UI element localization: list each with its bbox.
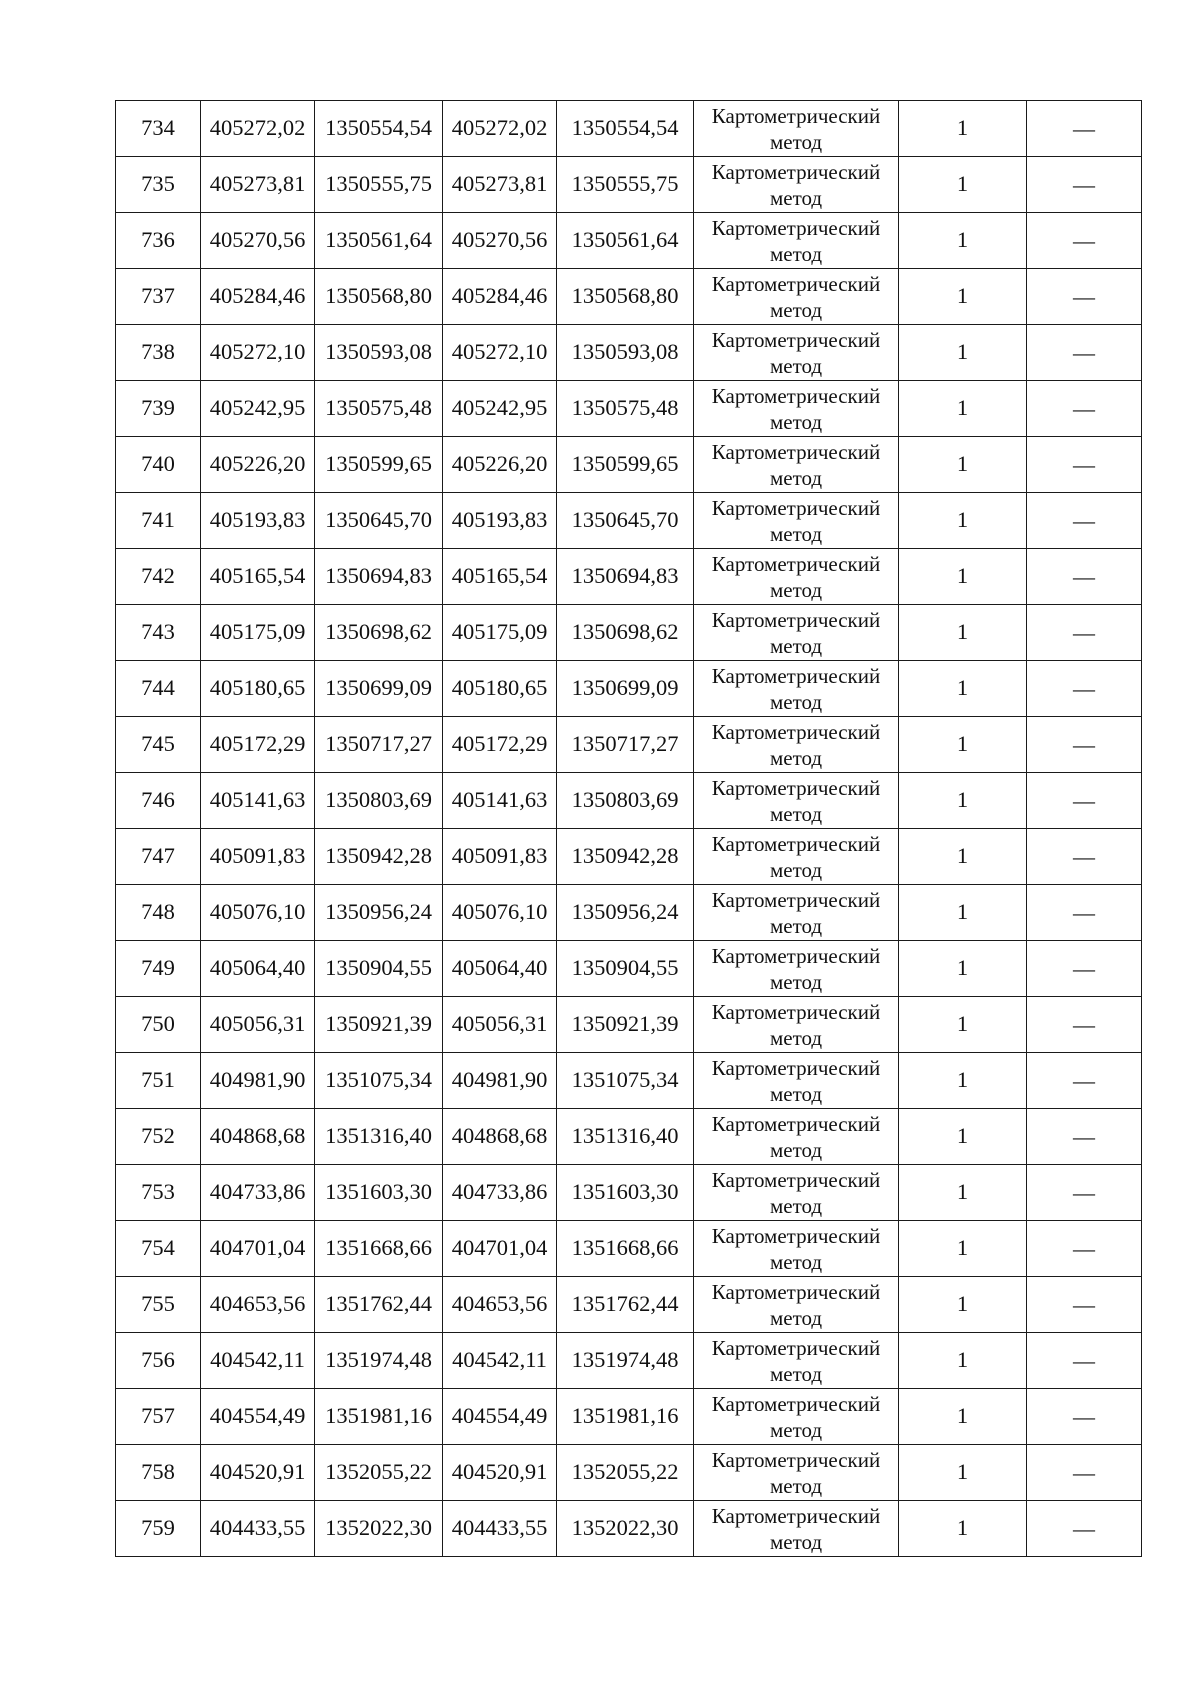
x-coordinate-cell: 405180,65 (201, 661, 315, 717)
method-line-2: метод (769, 1529, 823, 1554)
method-line-1: Картометрический (711, 159, 881, 184)
x-coordinate-repeat-cell: 405064,40 (443, 941, 557, 997)
y-coordinate-cell: 1350568,80 (315, 269, 443, 325)
y-coordinate-cell: 1350645,70 (315, 493, 443, 549)
y-coordinate-cell: 1351974,48 (315, 1333, 443, 1389)
method-cell (694, 885, 899, 941)
method-line-1: Картометрический (711, 1111, 881, 1136)
y-coordinate-repeat-cell: 1350593,08 (557, 325, 694, 381)
table-row (116, 829, 1142, 885)
method-line-1: Картометрический (711, 1279, 881, 1304)
x-coordinate-cell: 404542,11 (201, 1333, 315, 1389)
accuracy-cell: 1 (899, 1445, 1027, 1501)
table-row (116, 549, 1142, 605)
method-line-2: метод (769, 857, 823, 882)
y-coordinate-repeat-cell: 1350554,54 (557, 101, 694, 157)
method-line-2: метод (769, 297, 823, 322)
point-number-cell: 738 (116, 325, 201, 381)
method-line-2: метод (769, 1473, 823, 1498)
method-line-1: Картометрический (711, 1503, 881, 1528)
accuracy-cell: 1 (899, 493, 1027, 549)
x-coordinate-repeat-cell: 404542,11 (443, 1333, 557, 1389)
table-row (116, 717, 1142, 773)
y-coordinate-repeat-cell: 1351668,66 (557, 1221, 694, 1277)
table-row (116, 381, 1142, 437)
y-coordinate-cell: 1350956,24 (315, 885, 443, 941)
method-line-2: метод (769, 353, 823, 378)
table-row (116, 661, 1142, 717)
method-line-1: Картометрический (711, 1335, 881, 1360)
method-cell (694, 829, 899, 885)
method-cell (694, 549, 899, 605)
table-row (116, 605, 1142, 661)
x-coordinate-repeat-cell: 405270,56 (443, 213, 557, 269)
method-line-2: метод (769, 633, 823, 658)
note-cell: — (1027, 1221, 1142, 1277)
method-line-2: метод (769, 465, 823, 490)
y-coordinate-repeat-cell: 1350645,70 (557, 493, 694, 549)
table-row (116, 269, 1142, 325)
y-coordinate-cell: 1350555,75 (315, 157, 443, 213)
y-coordinate-repeat-cell: 1350694,83 (557, 549, 694, 605)
method-line-1: Картометрический (711, 999, 881, 1024)
note-cell: — (1027, 717, 1142, 773)
method-cell (694, 661, 899, 717)
accuracy-cell: 1 (899, 213, 1027, 269)
y-coordinate-repeat-cell: 1351762,44 (557, 1277, 694, 1333)
table-row (116, 325, 1142, 381)
method-cell (694, 605, 899, 661)
table-row (116, 1221, 1142, 1277)
x-coordinate-repeat-cell: 404981,90 (443, 1053, 557, 1109)
y-coordinate-cell: 1350554,54 (315, 101, 443, 157)
note-cell: — (1027, 325, 1142, 381)
point-number-cell: 752 (116, 1109, 201, 1165)
method-line-2: метод (769, 521, 823, 546)
note-cell: — (1027, 381, 1142, 437)
method-line-2: метод (769, 1417, 823, 1442)
y-coordinate-repeat-cell: 1350698,62 (557, 605, 694, 661)
y-coordinate-cell: 1350599,65 (315, 437, 443, 493)
x-coordinate-repeat-cell: 404868,68 (443, 1109, 557, 1165)
point-number-cell: 759 (116, 1501, 201, 1557)
x-coordinate-repeat-cell: 405172,29 (443, 717, 557, 773)
table-row (116, 1389, 1142, 1445)
accuracy-cell: 1 (899, 605, 1027, 661)
x-coordinate-repeat-cell: 404433,55 (443, 1501, 557, 1557)
note-cell: — (1027, 1445, 1142, 1501)
note-cell: — (1027, 1277, 1142, 1333)
method-cell (694, 1501, 899, 1557)
x-coordinate-cell: 405272,10 (201, 325, 315, 381)
method-line-2: метод (769, 1361, 823, 1386)
y-coordinate-cell: 1350575,48 (315, 381, 443, 437)
x-coordinate-cell: 405175,09 (201, 605, 315, 661)
method-line-1: Картометрический (711, 271, 881, 296)
table-row (116, 101, 1142, 157)
table-row (116, 157, 1142, 213)
accuracy-cell: 1 (899, 885, 1027, 941)
x-coordinate-repeat-cell: 404520,91 (443, 1445, 557, 1501)
x-coordinate-cell: 404733,86 (201, 1165, 315, 1221)
y-coordinate-repeat-cell: 1351075,34 (557, 1053, 694, 1109)
method-line-1: Картометрический (711, 495, 881, 520)
method-line-1: Картометрический (711, 943, 881, 968)
x-coordinate-cell: 405056,31 (201, 997, 315, 1053)
note-cell: — (1027, 1053, 1142, 1109)
method-line-2: метод (769, 241, 823, 266)
x-coordinate-repeat-cell: 405226,20 (443, 437, 557, 493)
method-line-1: Картометрический (711, 1055, 881, 1080)
method-line-2: метод (769, 1249, 823, 1274)
y-coordinate-repeat-cell: 1350555,75 (557, 157, 694, 213)
point-number-cell: 756 (116, 1333, 201, 1389)
point-number-cell: 748 (116, 885, 201, 941)
accuracy-cell: 1 (899, 829, 1027, 885)
method-line-2: метод (769, 913, 823, 938)
table-row (116, 1333, 1142, 1389)
x-coordinate-repeat-cell: 405273,81 (443, 157, 557, 213)
y-coordinate-repeat-cell: 1350717,27 (557, 717, 694, 773)
x-coordinate-cell: 405284,46 (201, 269, 315, 325)
x-coordinate-cell: 405272,02 (201, 101, 315, 157)
method-line-1: Картометрический (711, 1167, 881, 1192)
table-row (116, 213, 1142, 269)
point-number-cell: 744 (116, 661, 201, 717)
table-row (116, 1165, 1142, 1221)
accuracy-cell: 1 (899, 157, 1027, 213)
note-cell: — (1027, 437, 1142, 493)
point-number-cell: 741 (116, 493, 201, 549)
method-cell (694, 1221, 899, 1277)
method-cell (694, 1277, 899, 1333)
point-number-cell: 745 (116, 717, 201, 773)
table-row (116, 941, 1142, 997)
x-coordinate-repeat-cell: 405165,54 (443, 549, 557, 605)
note-cell: — (1027, 885, 1142, 941)
x-coordinate-repeat-cell: 405076,10 (443, 885, 557, 941)
table-row (116, 885, 1142, 941)
method-line-1: Картометрический (711, 215, 881, 240)
y-coordinate-repeat-cell: 1351603,30 (557, 1165, 694, 1221)
y-coordinate-cell: 1350921,39 (315, 997, 443, 1053)
x-coordinate-cell: 405141,63 (201, 773, 315, 829)
method-cell (694, 493, 899, 549)
method-cell (694, 101, 899, 157)
table-row (116, 1277, 1142, 1333)
note-cell: — (1027, 773, 1142, 829)
y-coordinate-repeat-cell: 1352022,30 (557, 1501, 694, 1557)
y-coordinate-repeat-cell: 1350575,48 (557, 381, 694, 437)
x-coordinate-cell: 404433,55 (201, 1501, 315, 1557)
accuracy-cell: 1 (899, 1277, 1027, 1333)
point-number-cell: 754 (116, 1221, 201, 1277)
note-cell: — (1027, 1501, 1142, 1557)
point-number-cell: 750 (116, 997, 201, 1053)
y-coordinate-cell: 1350904,55 (315, 941, 443, 997)
y-coordinate-repeat-cell: 1351316,40 (557, 1109, 694, 1165)
point-number-cell: 740 (116, 437, 201, 493)
accuracy-cell: 1 (899, 997, 1027, 1053)
x-coordinate-repeat-cell: 405056,31 (443, 997, 557, 1053)
method-cell (694, 1389, 899, 1445)
x-coordinate-cell: 405273,81 (201, 157, 315, 213)
note-cell: — (1027, 605, 1142, 661)
point-number-cell: 743 (116, 605, 201, 661)
method-line-2: метод (769, 409, 823, 434)
x-coordinate-cell: 405076,10 (201, 885, 315, 941)
method-line-2: метод (769, 1137, 823, 1162)
note-cell: — (1027, 549, 1142, 605)
y-coordinate-cell: 1350698,62 (315, 605, 443, 661)
y-coordinate-repeat-cell: 1350956,24 (557, 885, 694, 941)
x-coordinate-repeat-cell: 405180,65 (443, 661, 557, 717)
y-coordinate-cell: 1350561,64 (315, 213, 443, 269)
method-line-1: Картометрический (711, 551, 881, 576)
y-coordinate-cell: 1350942,28 (315, 829, 443, 885)
method-cell (694, 437, 899, 493)
x-coordinate-cell: 405242,95 (201, 381, 315, 437)
method-cell (694, 325, 899, 381)
method-line-1: Картометрический (711, 1223, 881, 1248)
point-number-cell: 742 (116, 549, 201, 605)
method-cell (694, 941, 899, 997)
x-coordinate-cell: 405172,29 (201, 717, 315, 773)
method-line-1: Картометрический (711, 663, 881, 688)
y-coordinate-repeat-cell: 1350599,65 (557, 437, 694, 493)
x-coordinate-repeat-cell: 404733,86 (443, 1165, 557, 1221)
note-cell: — (1027, 1165, 1142, 1221)
method-cell (694, 269, 899, 325)
accuracy-cell: 1 (899, 1333, 1027, 1389)
table-row (116, 1501, 1142, 1557)
x-coordinate-cell: 404554,49 (201, 1389, 315, 1445)
method-line-1: Картометрический (711, 887, 881, 912)
x-coordinate-repeat-cell: 405141,63 (443, 773, 557, 829)
x-coordinate-repeat-cell: 405272,10 (443, 325, 557, 381)
accuracy-cell: 1 (899, 1501, 1027, 1557)
y-coordinate-repeat-cell: 1350942,28 (557, 829, 694, 885)
note-cell: — (1027, 661, 1142, 717)
y-coordinate-cell: 1350699,09 (315, 661, 443, 717)
note-cell: — (1027, 101, 1142, 157)
accuracy-cell: 1 (899, 101, 1027, 157)
point-number-cell: 735 (116, 157, 201, 213)
method-cell (694, 213, 899, 269)
accuracy-cell: 1 (899, 1053, 1027, 1109)
note-cell: — (1027, 829, 1142, 885)
x-coordinate-repeat-cell: 405193,83 (443, 493, 557, 549)
y-coordinate-repeat-cell: 1350921,39 (557, 997, 694, 1053)
table-row (116, 1053, 1142, 1109)
note-cell: — (1027, 941, 1142, 997)
method-line-1: Картометрический (711, 439, 881, 464)
method-line-1: Картометрический (711, 607, 881, 632)
accuracy-cell: 1 (899, 773, 1027, 829)
accuracy-cell: 1 (899, 1109, 1027, 1165)
x-coordinate-repeat-cell: 405175,09 (443, 605, 557, 661)
y-coordinate-repeat-cell: 1350561,64 (557, 213, 694, 269)
method-cell (694, 1165, 899, 1221)
point-number-cell: 753 (116, 1165, 201, 1221)
x-coordinate-repeat-cell: 404554,49 (443, 1389, 557, 1445)
y-coordinate-repeat-cell: 1350699,09 (557, 661, 694, 717)
y-coordinate-repeat-cell: 1350803,69 (557, 773, 694, 829)
x-coordinate-cell: 404981,90 (201, 1053, 315, 1109)
method-line-1: Картометрический (711, 1447, 881, 1472)
table-row (116, 773, 1142, 829)
x-coordinate-repeat-cell: 405284,46 (443, 269, 557, 325)
note-cell: — (1027, 157, 1142, 213)
accuracy-cell: 1 (899, 1389, 1027, 1445)
accuracy-cell: 1 (899, 1221, 1027, 1277)
method-cell (694, 717, 899, 773)
method-cell (694, 1333, 899, 1389)
point-number-cell: 739 (116, 381, 201, 437)
method-cell (694, 997, 899, 1053)
method-line-2: метод (769, 1193, 823, 1218)
method-cell (694, 1445, 899, 1501)
accuracy-cell: 1 (899, 717, 1027, 773)
note-cell: — (1027, 493, 1142, 549)
y-coordinate-cell: 1352055,22 (315, 1445, 443, 1501)
point-number-cell: 751 (116, 1053, 201, 1109)
method-line-2: метод (769, 969, 823, 994)
method-line-2: метод (769, 129, 823, 154)
table-row (116, 1109, 1142, 1165)
y-coordinate-cell: 1351981,16 (315, 1389, 443, 1445)
method-line-1: Картометрический (711, 775, 881, 800)
x-coordinate-cell: 404868,68 (201, 1109, 315, 1165)
x-coordinate-cell: 405091,83 (201, 829, 315, 885)
x-coordinate-repeat-cell: 405242,95 (443, 381, 557, 437)
y-coordinate-repeat-cell: 1351981,16 (557, 1389, 694, 1445)
point-number-cell: 758 (116, 1445, 201, 1501)
method-line-2: метод (769, 185, 823, 210)
accuracy-cell: 1 (899, 1165, 1027, 1221)
point-number-cell: 749 (116, 941, 201, 997)
method-cell (694, 157, 899, 213)
accuracy-cell: 1 (899, 549, 1027, 605)
accuracy-cell: 1 (899, 437, 1027, 493)
method-line-1: Картометрический (711, 1391, 881, 1416)
x-coordinate-cell: 405165,54 (201, 549, 315, 605)
y-coordinate-cell: 1351668,66 (315, 1221, 443, 1277)
x-coordinate-cell: 405064,40 (201, 941, 315, 997)
y-coordinate-cell: 1351603,30 (315, 1165, 443, 1221)
point-number-cell: 757 (116, 1389, 201, 1445)
accuracy-cell: 1 (899, 941, 1027, 997)
y-coordinate-cell: 1350717,27 (315, 717, 443, 773)
x-coordinate-cell: 405226,20 (201, 437, 315, 493)
method-line-1: Картометрический (711, 327, 881, 352)
method-line-2: метод (769, 801, 823, 826)
y-coordinate-cell: 1351762,44 (315, 1277, 443, 1333)
note-cell: — (1027, 1333, 1142, 1389)
method-line-2: метод (769, 1305, 823, 1330)
y-coordinate-cell: 1350593,08 (315, 325, 443, 381)
method-line-2: метод (769, 689, 823, 714)
note-cell: — (1027, 1109, 1142, 1165)
x-coordinate-cell: 404653,56 (201, 1277, 315, 1333)
method-line-1: Картометрический (711, 719, 881, 744)
method-line-2: метод (769, 1081, 823, 1106)
y-coordinate-repeat-cell: 1350568,80 (557, 269, 694, 325)
note-cell: — (1027, 213, 1142, 269)
x-coordinate-cell: 405270,56 (201, 213, 315, 269)
table-row (116, 1445, 1142, 1501)
method-cell (694, 1109, 899, 1165)
accuracy-cell: 1 (899, 269, 1027, 325)
table-row (116, 493, 1142, 549)
point-number-cell: 736 (116, 213, 201, 269)
point-number-cell: 746 (116, 773, 201, 829)
point-number-cell: 755 (116, 1277, 201, 1333)
method-line-1: Картометрический (711, 831, 881, 856)
x-coordinate-cell: 404701,04 (201, 1221, 315, 1277)
y-coordinate-cell: 1351075,34 (315, 1053, 443, 1109)
method-cell (694, 773, 899, 829)
accuracy-cell: 1 (899, 661, 1027, 717)
y-coordinate-cell: 1350803,69 (315, 773, 443, 829)
method-line-1: Картометрический (711, 383, 881, 408)
accuracy-cell: 1 (899, 325, 1027, 381)
x-coordinate-cell: 405193,83 (201, 493, 315, 549)
y-coordinate-cell: 1352022,30 (315, 1501, 443, 1557)
x-coordinate-repeat-cell: 404653,56 (443, 1277, 557, 1333)
point-number-cell: 747 (116, 829, 201, 885)
method-cell (694, 1053, 899, 1109)
y-coordinate-repeat-cell: 1351974,48 (557, 1333, 694, 1389)
method-line-1: Картометрический (711, 103, 881, 128)
note-cell: — (1027, 1389, 1142, 1445)
note-cell: — (1027, 269, 1142, 325)
x-coordinate-cell: 404520,91 (201, 1445, 315, 1501)
y-coordinate-cell: 1350694,83 (315, 549, 443, 605)
method-line-2: метод (769, 745, 823, 770)
coordinates-table (115, 100, 1142, 1557)
x-coordinate-repeat-cell: 405091,83 (443, 829, 557, 885)
method-line-2: метод (769, 577, 823, 602)
method-cell (694, 381, 899, 437)
y-coordinate-cell: 1351316,40 (315, 1109, 443, 1165)
table-body (116, 101, 1142, 1557)
point-number-cell: 737 (116, 269, 201, 325)
note-cell: — (1027, 997, 1142, 1053)
x-coordinate-repeat-cell: 405272,02 (443, 101, 557, 157)
accuracy-cell: 1 (899, 381, 1027, 437)
method-line-2: метод (769, 1025, 823, 1050)
table-row (116, 437, 1142, 493)
point-number-cell: 734 (116, 101, 201, 157)
y-coordinate-repeat-cell: 1350904,55 (557, 941, 694, 997)
x-coordinate-repeat-cell: 404701,04 (443, 1221, 557, 1277)
y-coordinate-repeat-cell: 1352055,22 (557, 1445, 694, 1501)
table-row (116, 997, 1142, 1053)
